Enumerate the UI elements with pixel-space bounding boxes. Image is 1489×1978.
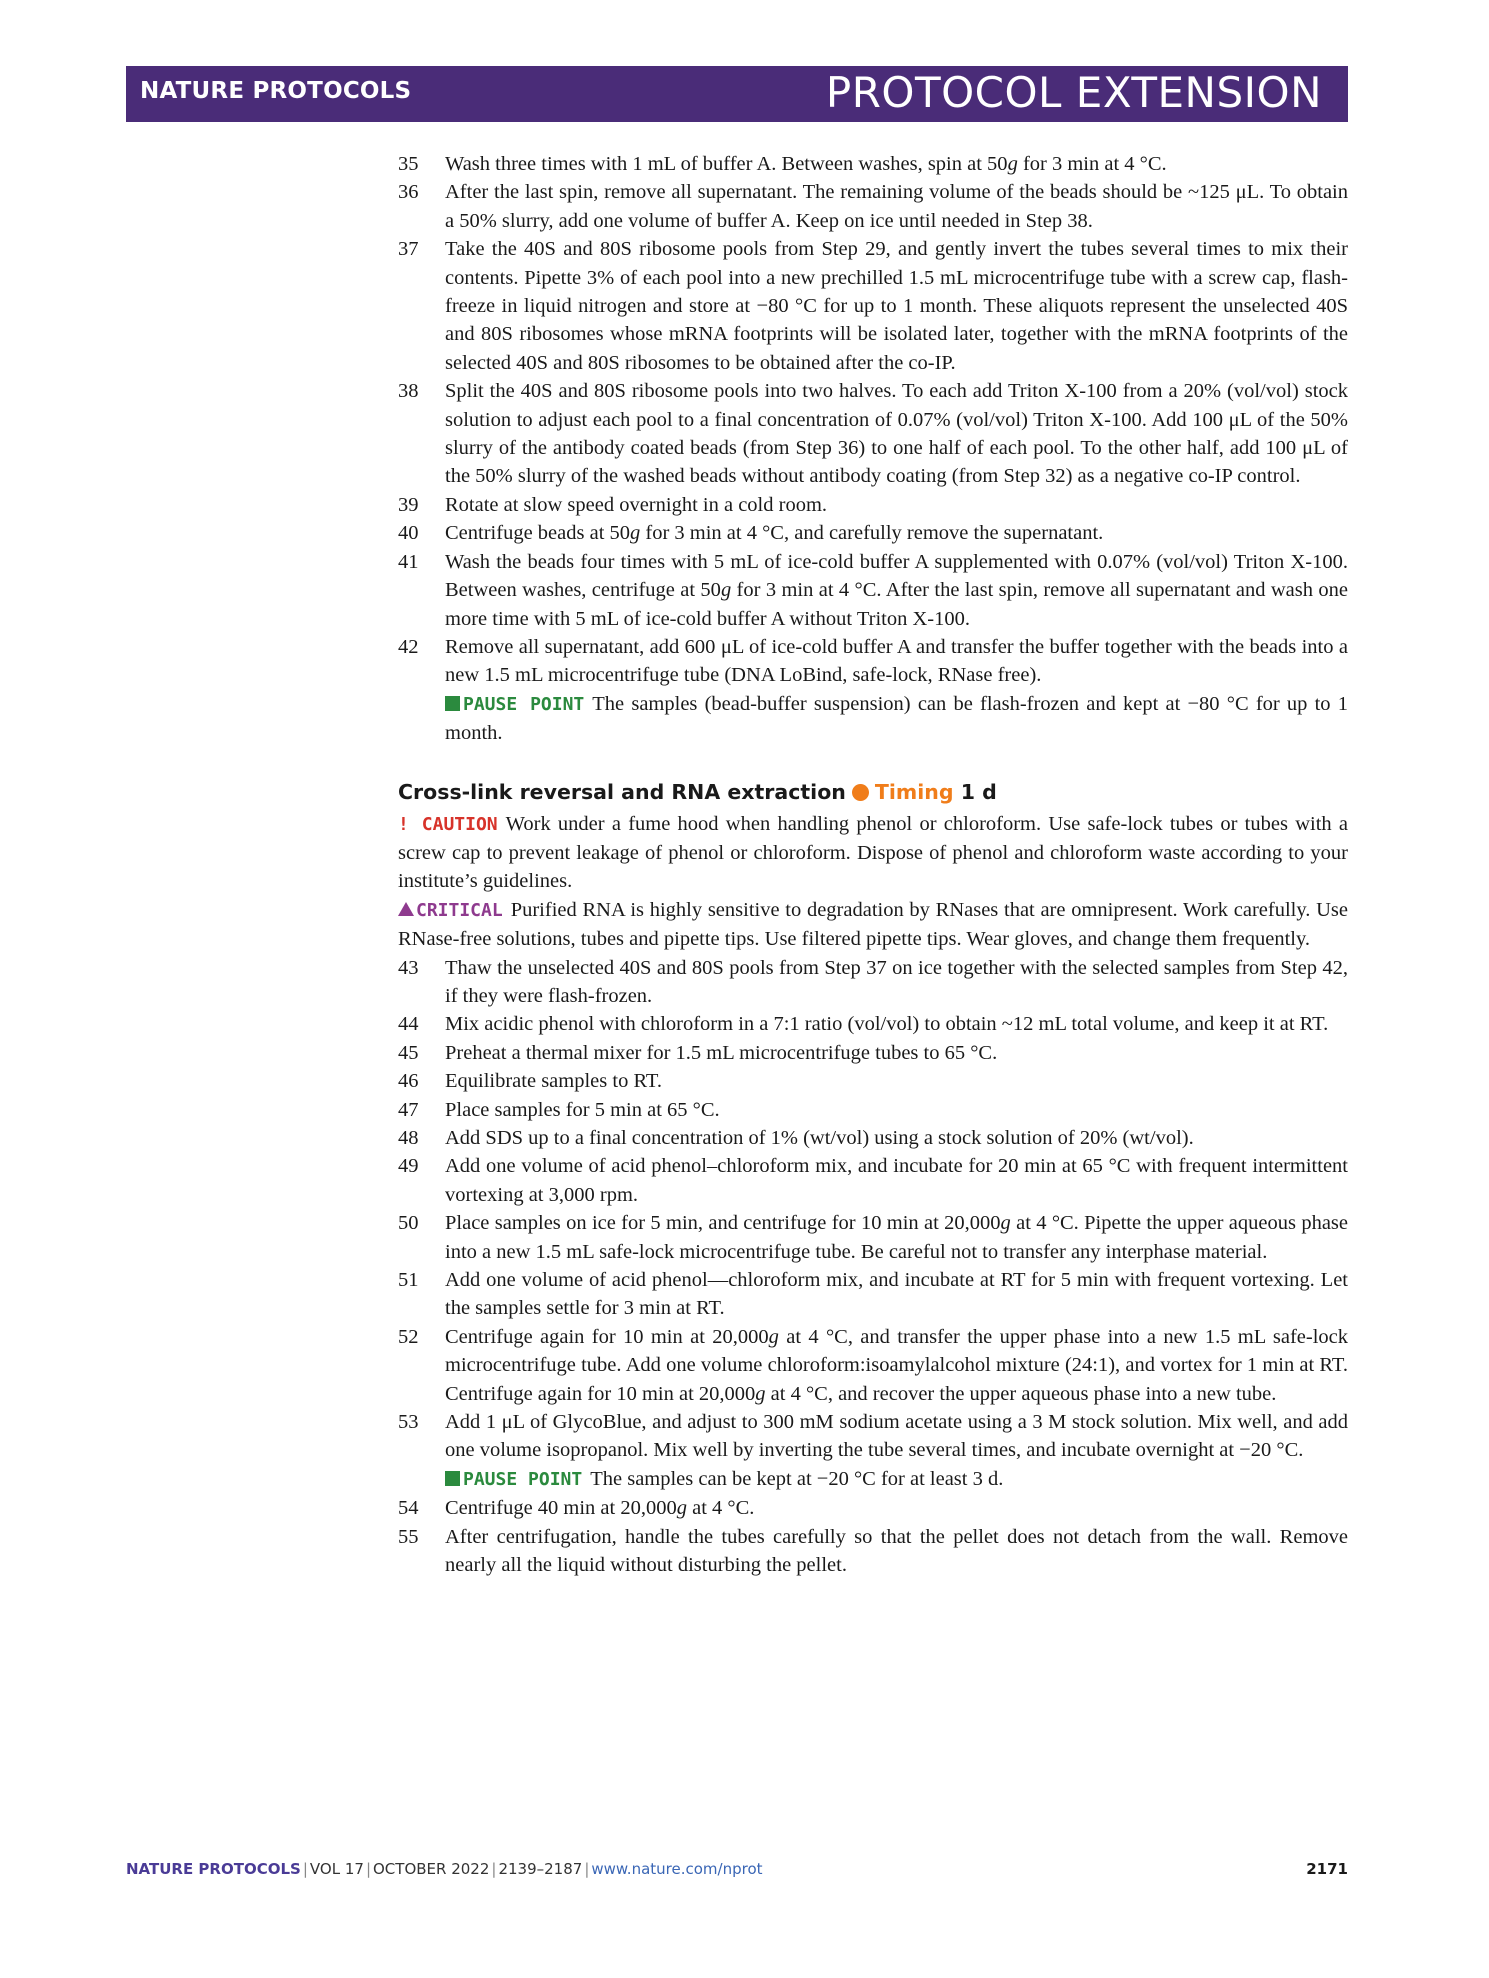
- step-number: 51: [398, 1269, 419, 1292]
- step-number: 53: [398, 1411, 419, 1434]
- steps-group-c: [398, 1494, 1348, 1579]
- section-title: Cross-link reversal and RNA extraction: [398, 779, 846, 804]
- step-number: 48: [398, 1127, 419, 1149]
- article-type: PROTOCOL EXTENSION: [825, 68, 1322, 117]
- step-number: 55: [398, 1525, 419, 1548]
- section-heading: [398, 778, 1348, 806]
- timing-value: 1 d: [960, 779, 997, 804]
- step-number: 47: [398, 1098, 419, 1121]
- protocol-step: [398, 1408, 1348, 1465]
- protocol-step: [398, 1209, 1348, 1266]
- protocol-step: [398, 1266, 1348, 1323]
- critical-text: Purified RNA is highly sensitive to degradation by RNases that are omnipresent. Work carefully. Use RNase-free solutions, tubes and pipette tips. Use filtered pipette tips. Wear gloves, and change them frequently.: [398, 898, 1348, 951]
- protocol-step: [398, 377, 1348, 491]
- step-text: Add one volume of acid phenol–chloroform mix, and incubate for 20 min at 65 °C with frequent intermittent vortexing at 3,000 rpm.: [445, 1155, 1348, 1206]
- step-number: 39: [398, 493, 419, 516]
- step-number: 54: [398, 1497, 419, 1520]
- step-text: Add one volume of acid phenol—chloroform mix, and incubate at RT for 5 min with frequent vortexing. Let the samples settle for 3 min at RT.: [445, 1269, 1348, 1320]
- step-number: 36: [398, 181, 419, 204]
- pause-point-note: [398, 1465, 1348, 1494]
- step-text: Remove all supernatant, add 600 μL of ice-cold buffer A and transfer the buffer together with the beads into a new 1.5 mL microcentrifuge tube (DNA LoBind, safe-lock, RNase free).: [445, 635, 1348, 687]
- protocol-step: [398, 633, 1348, 690]
- steps-group-a: [398, 150, 1348, 690]
- step-number: 44: [398, 1013, 419, 1036]
- protocol-step: [398, 548, 1348, 633]
- step-text: Rotate at slow speed overnight in a cold room.: [445, 493, 828, 516]
- protocol-step: [398, 1067, 1348, 1095]
- protocol-step: [398, 491, 1348, 519]
- protocol-step: [398, 178, 1348, 235]
- protocol-step: [398, 1039, 1348, 1067]
- step-text: Split the 40S and 80S ribosome pools into two halves. To each add Triton X-100 from a 20% (vol/vol) stock solution to adjust each pool to a final concentration of 0.07% (vol/vol) Triton X-100. Add 100 μL of the 50% slurry of the antibody coated beads (from Step 36) to one half of each pool. To the other half, add 100 μL of the 50% slurry of the washed beads without antibody coating (from Step 32) as a negative co-IP control.: [445, 380, 1348, 488]
- step-number: 41: [398, 550, 419, 573]
- critical-note: [398, 896, 1348, 954]
- step-text: Place samples on ice for 5 min, and centrifuge for 10 min at 20,000g at 4 °C. Pipette the upper aqueous phase into a new 1.5 mL safe-lock microcentrifuge tube. Be careful not to transfer any interphase material.: [445, 1212, 1348, 1263]
- footer-url[interactable]: www.nature.com/nprot: [591, 1860, 763, 1878]
- caution-label: ! CAUTION: [398, 813, 498, 835]
- footer-volume: VOL 17: [309, 1860, 364, 1878]
- step-text: Preheat a thermal mixer for 1.5 mL microcentrifuge tubes to 65 °C.: [445, 1041, 998, 1064]
- pause-point-label: PAUSE POINT: [463, 693, 585, 715]
- pause-point-icon: [445, 696, 460, 711]
- critical-triangle-icon: [398, 902, 414, 916]
- protocol-step: [398, 1323, 1348, 1408]
- step-number: 37: [398, 238, 419, 261]
- step-number: 35: [398, 153, 419, 175]
- step-number: 38: [398, 380, 419, 403]
- step-text: After the last spin, remove all supernatant. The remaining volume of the beads should be ~125 μL. To obtain a 50% slurry, add one volume of buffer A. Keep on ice until needed in Step 38.: [445, 181, 1348, 232]
- timing-label: Timing: [874, 779, 954, 804]
- critical-label: CRITICAL: [416, 899, 503, 921]
- protocol-step: [398, 1096, 1348, 1124]
- footer-journal: NATURE PROTOCOLS: [126, 1860, 301, 1878]
- step-number: 42: [398, 635, 419, 658]
- step-text: Centrifuge 40 min at 20,000g at 4 °C.: [445, 1497, 755, 1520]
- step-number: 50: [398, 1212, 419, 1235]
- step-text: Centrifuge again for 10 min at 20,000g at 4 °C, and transfer the upper phase into a new 1.5 mL safe-lock microcentrifuge tube. Add one volume chloroform:isoamylalcohol mixture (24:1), and vortex for 1 min at RT. Centrifuge again for 10 min at 20,000g at 4 °C, and recover the upper aqueous phase into a new tube.: [445, 1325, 1348, 1405]
- protocol-step: [398, 954, 1348, 1011]
- journal-name: NATURE PROTOCOLS: [140, 78, 412, 104]
- caution-text: Work under a fume hood when handling phenol or chloroform. Use safe-lock tubes or tubes with a screw cap to prevent leakage of phenol or chloroform. Dispose of phenol and chloroform waste according to your institute’s guidelines.: [398, 812, 1348, 893]
- protocol-step: [398, 1010, 1348, 1038]
- footer-date: OCTOBER 2022: [373, 1860, 490, 1878]
- protocol-step: [398, 519, 1348, 547]
- pause-point-text: The samples can be kept at −20 °C for at least 3 d.: [590, 1467, 1004, 1490]
- step-text: Take the 40S and 80S ribosome pools from Step 29, and gently invert the tubes several times to mix their contents. Pipette 3% of each pool into a new prechilled 1.5 mL microcentrifuge tube with a screw cap, flash-freeze in liquid nitrogen and store at −80 °C for up to 1 month. These aliquots represent the unselected 40S and 80S ribosomes whose mRNA footprints will be isolated later, together with the mRNA footprints of the selected 40S and 80S ribosomes to be obtained after the co-IP.: [445, 238, 1348, 374]
- pause-point-label: PAUSE POINT: [463, 1468, 583, 1490]
- step-text: Centrifuge beads at 50g for 3 min at 4 °C, and carefully remove the supernatant.: [445, 522, 1104, 545]
- protocol-step: [398, 150, 1348, 178]
- step-number: 45: [398, 1041, 419, 1064]
- step-number: 40: [398, 522, 419, 545]
- protocol-step: [398, 1523, 1348, 1580]
- steps-group-b: [398, 954, 1348, 1465]
- step-text: Equilibrate samples to RT.: [445, 1070, 663, 1093]
- step-number: 46: [398, 1070, 419, 1093]
- footer-citation: NATURE PROTOCOLS | VOL 17 | OCTOBER 2022 | 2139–2187 | www.nature.com/nprot: [126, 1860, 763, 1878]
- main-content: [398, 150, 1348, 1580]
- step-text: Wash three times with 1 mL of buffer A. Between washes, spin at 50g for 3 min at 4 °C.: [445, 153, 1167, 175]
- protocol-step: [398, 1152, 1348, 1209]
- step-text: Thaw the unselected 40S and 80S pools from Step 37 on ice together with the selected samples from Step 42, if they were flash-frozen.: [445, 956, 1348, 1007]
- pause-point-icon: [445, 1471, 460, 1486]
- pause-point-text: The samples (bead-buffer suspension) can be flash-frozen and kept at −80 °C for up to 1 month.: [445, 692, 1348, 745]
- step-number: 49: [398, 1155, 419, 1178]
- step-number: 52: [398, 1325, 419, 1348]
- caution-note: [398, 810, 1348, 896]
- step-number: 43: [398, 956, 419, 979]
- protocol-step: [398, 235, 1348, 377]
- protocol-step: [398, 1494, 1348, 1522]
- page-header: [126, 66, 1348, 122]
- step-text: Wash the beads four times with 5 mL of ice-cold buffer A supplemented with 0.07% (vol/vol) Triton X-100. Between washes, centrifuge at 50g for 3 min at 4 °C. After the last spin, remove all supernatant and wash one more time with 5 mL of ice-cold buffer A without Triton X-100.: [445, 550, 1348, 630]
- footer-pages: 2139–2187: [498, 1860, 583, 1878]
- page-number: 2171: [1306, 1860, 1348, 1878]
- step-text: Mix acidic phenol with chloroform in a 7:1 ratio (vol/vol) to obtain ~12 mL total volume, and keep it at RT.: [445, 1013, 1329, 1036]
- step-text: Place samples for 5 min at 65 °C.: [445, 1098, 720, 1121]
- step-text: After centrifugation, handle the tubes carefully so that the pellet does not detach from the wall. Remove nearly all the liquid without disturbing the pellet.: [445, 1525, 1348, 1577]
- step-text: Add 1 μL of GlycoBlue, and adjust to 300 mM sodium acetate using a 3 M stock solution. Mix well, and add one volume isopropanol. Mix well by inverting the tube several times, and incubate overnight at −20 °C.: [445, 1411, 1348, 1462]
- pause-point-note: [398, 690, 1348, 748]
- step-text: Add SDS up to a final concentration of 1% (wt/vol) using a stock solution of 20% (wt/vol).: [445, 1127, 1194, 1149]
- protocol-step: [398, 1124, 1348, 1152]
- timing-dot-icon: [852, 784, 869, 801]
